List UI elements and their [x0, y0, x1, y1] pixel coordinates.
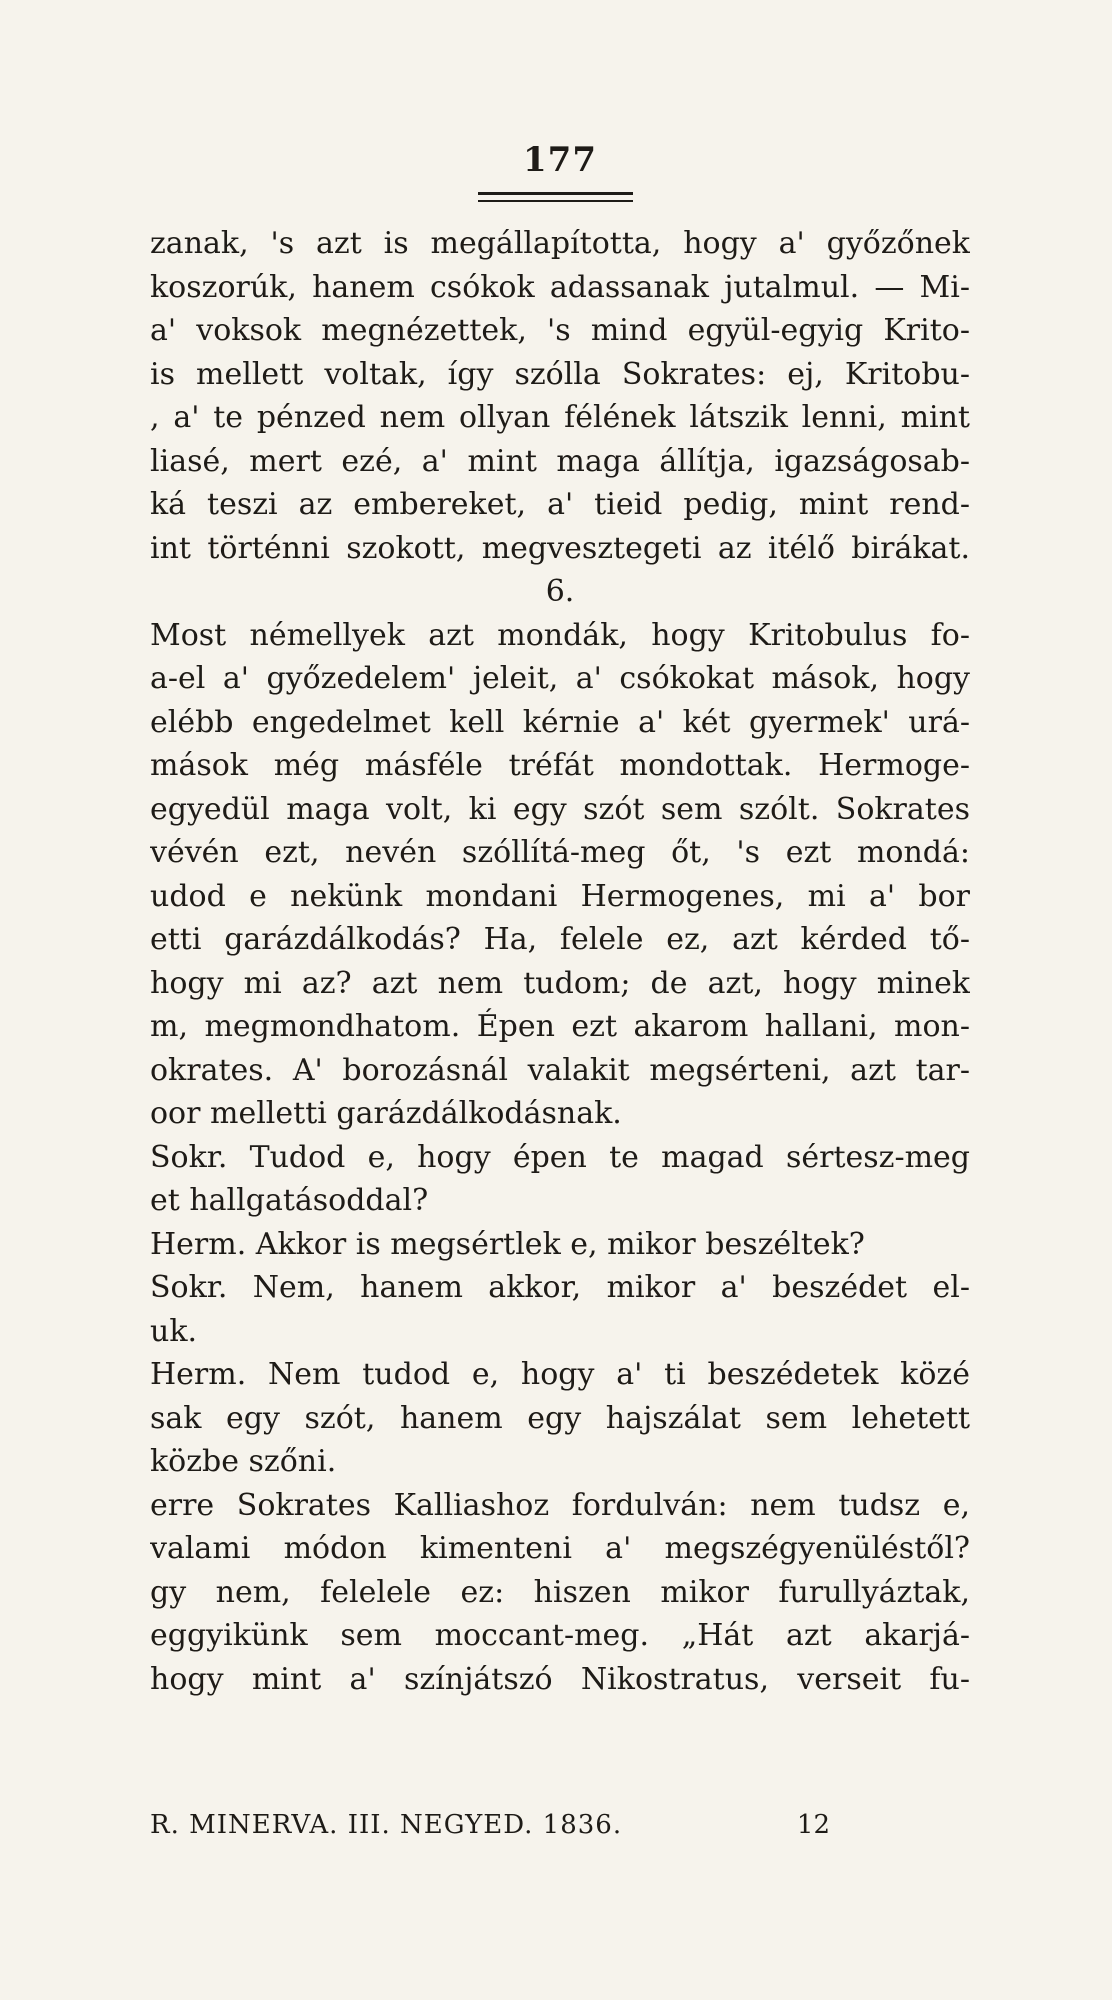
header-rule-thin — [478, 200, 633, 202]
text-line: udod e nekünk mondani Hermogenes, mi a' bor — [150, 878, 970, 914]
text-line: is mellett voltak, így szólla Sokrates: ej, Kritobu- — [150, 356, 970, 392]
dialogue-line: Herm. Akkor is megsértlek e, mikor beszéltek? — [150, 1226, 865, 1262]
text-line: ká teszi az embereket, a' tieid pedig, mint rend- — [150, 487, 970, 522]
text-line: eggyikünk sem moccant-meg. „Hát azt akarjá- — [150, 1618, 970, 1653]
text-line: Most némellyek azt mondák, hogy Kritobulus fo- — [150, 617, 970, 653]
body-text — [150, 222, 970, 1701]
dialogue-line: Sokr. Nem, hanem akkor, mikor a' beszédet el- — [150, 1270, 970, 1305]
text-line: hogy mint a' színjátszó Nikostratus, verseit fu- — [150, 1661, 970, 1697]
text-line: hogy mi az? azt nem tudom; de azt, hogy minek — [150, 965, 970, 1001]
printer-signature: R. MINERVA. III. NEGYED. 1836. — [150, 1810, 623, 1840]
text-line: m, megmondhatom. Épen ezt akarom hallani, mon- — [150, 1009, 970, 1044]
text-line: a' voksok megnézettek, 's mind együl-egyig Krito- — [150, 313, 970, 348]
page-number: 177 — [523, 140, 597, 180]
text-line: mások még másféle tréfát mondottak. Hermoge- — [150, 748, 970, 783]
dialogue-line: Herm. Nem tudod e, hogy a' ti beszédetek közé — [150, 1357, 970, 1392]
text-line: sak egy szót, hanem egy hajszálat sem lehetett — [150, 1400, 970, 1436]
text-line: gy nem, felelele ez: hiszen mikor furullyáztak, — [150, 1574, 970, 1610]
text-line: zanak, 's azt is megállapította, hogy a' győzőnek — [150, 226, 970, 261]
text-line: liasé, mert ezé, a' mint maga állítja, igazságosab- — [150, 443, 970, 479]
header-rule — [478, 192, 633, 195]
text-line: uk. — [150, 1313, 198, 1349]
text-line: et hallgatásoddal? — [150, 1183, 429, 1218]
text-line: koszorúk, hanem csókok adassanak jutalmul. — Mi- — [150, 269, 970, 305]
text-line: okrates. A' borozásnál valakit megsérteni, azt tar- — [150, 1052, 970, 1088]
text-line: valami módon kimenteni a' megszégyenüléstől? — [150, 1531, 970, 1566]
dialogue-line: Sokr. Tudod e, hogy épen te magad sértesz-meg — [150, 1139, 970, 1175]
text-line: etti garázdálkodás? Ha, felele ez, azt kérded tő- — [150, 922, 970, 957]
text-line: elébb engedelmet kell kérnie a' két gyermek' urá- — [150, 704, 970, 740]
text-line: egyedül maga volt, ki egy szót sem szólt. Sokrates — [150, 791, 970, 827]
page-footer — [150, 1810, 970, 1840]
text-line: oor melletti garázdálkodásnak. — [150, 1096, 622, 1131]
text-line: vévén ezt, nevén szóllítá-meg őt, 's ezt mondá: — [150, 835, 970, 870]
text-line: , a' te pénzed nem ollyan félének látszik lenni, mint — [150, 400, 970, 435]
text-line: a-el a' győzedelem' jeleit, a' csókokat mások, hogy — [150, 661, 970, 696]
text-line: erre Sokrates Kalliashoz fordulván: nem tudsz e, — [150, 1487, 970, 1523]
sheet-number: 12 — [796, 1810, 830, 1840]
text-line: közbe szőni. — [150, 1444, 337, 1479]
section-number: 6. — [545, 574, 575, 609]
text-line: int történni szokott, megvesztegeti az itélő birákat. — [150, 530, 970, 566]
